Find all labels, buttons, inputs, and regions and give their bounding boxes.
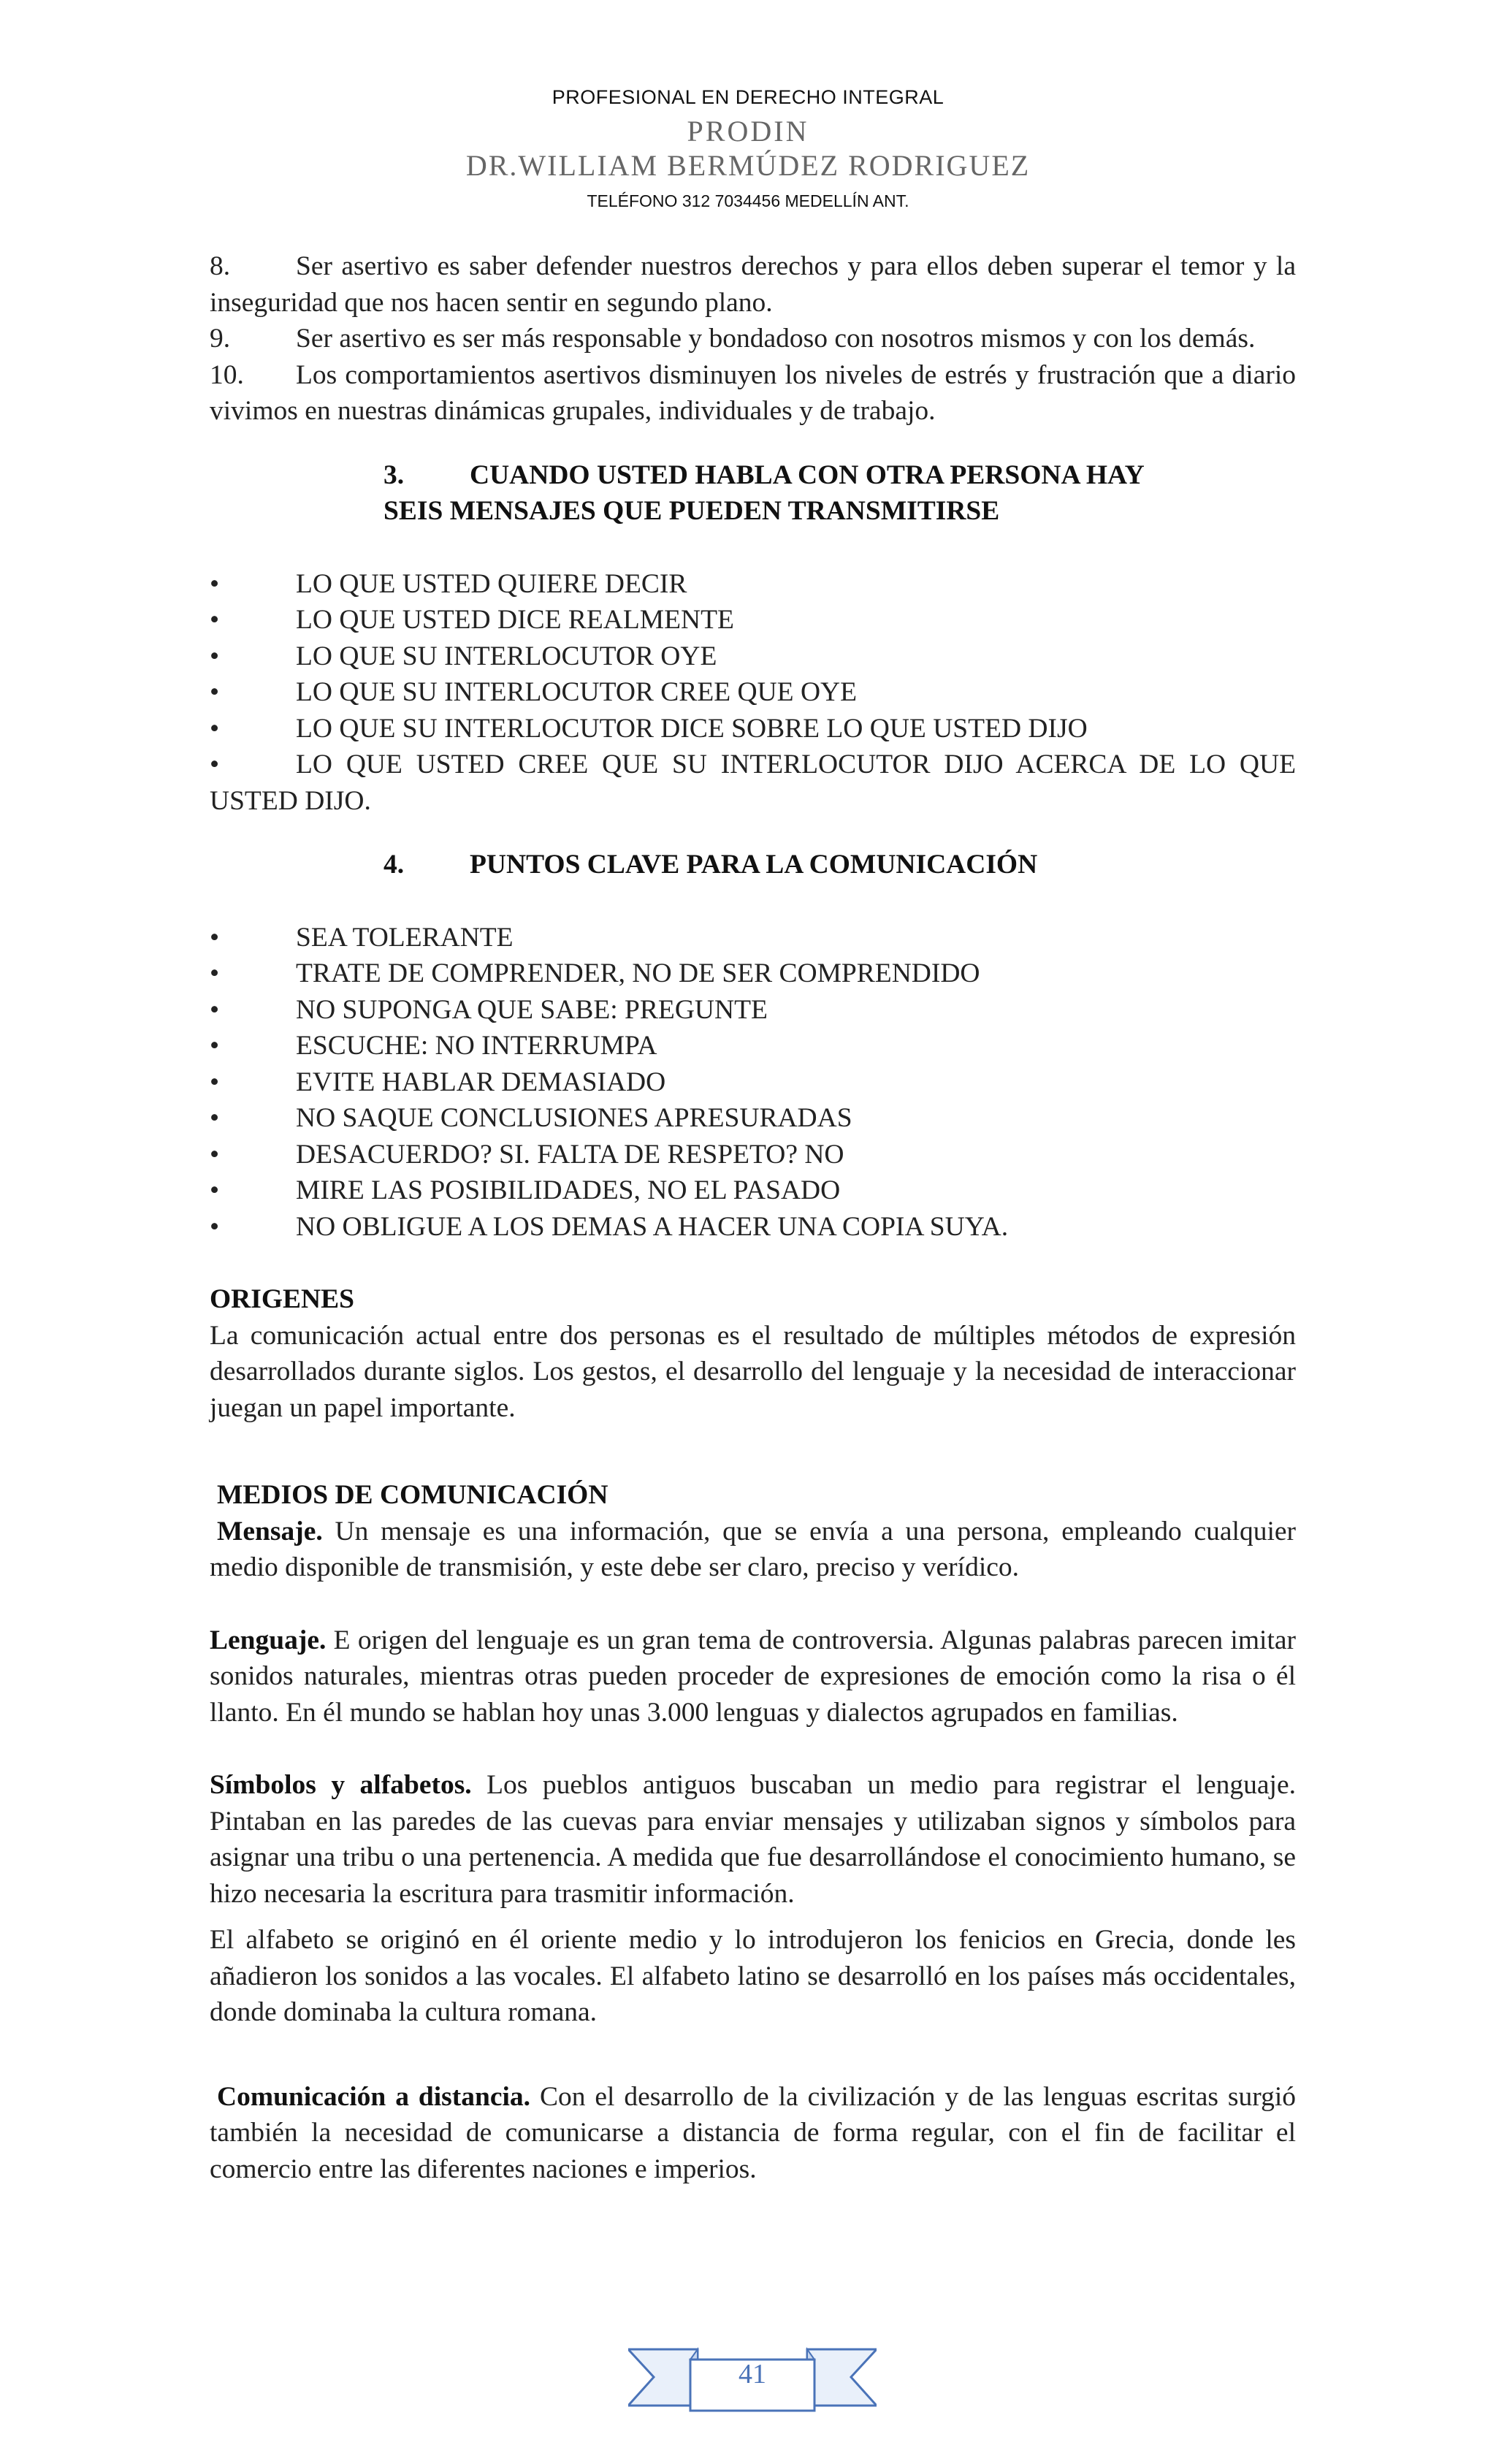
section-number: 4. bbox=[383, 850, 405, 880]
medios-heading: MEDIOS DE COMUNICACIÓN bbox=[217, 1480, 608, 1510]
simbolos-label: Símbolos y alfabetos. bbox=[210, 1770, 472, 1800]
list-item bbox=[210, 711, 1296, 747]
bullet-icon: • bbox=[210, 958, 220, 988]
numbered-item-8 bbox=[210, 248, 1296, 321]
page-number: 41 bbox=[739, 2359, 766, 2389]
bullet-icon: • bbox=[210, 922, 220, 953]
distancia-text: Con el desarrollo de la civilización y de las lenguas escritas surgió también la necesidad de comunicarse a distancia de forma regular, con el fin de facilitar el comercio entre las diferentes naciones e imperios. bbox=[210, 2081, 1296, 2184]
section-3-list bbox=[210, 566, 1296, 820]
list-item-text: LO QUE USTED QUIERE DECIR bbox=[296, 568, 687, 599]
bullet-icon: • bbox=[210, 994, 220, 1025]
simbolos-text: Los pueblos antiguos buscaban un medio para registrar el lenguaje. Pintaban en las paredes de las cuevas para enviar mensajes y utilizaban signos y símbolos para asignar una tribu o una pertenencia. A medida que fue desarrollándose el conocimiento humano, se hizo necesaria la escritura para trasmitir información. bbox=[210, 1770, 1296, 1909]
item-number: 9. bbox=[210, 324, 231, 354]
list-item-text: NO SUPONGA QUE SABE: PREGUNTE bbox=[296, 994, 768, 1025]
list-item bbox=[210, 920, 1296, 956]
list-item bbox=[210, 992, 1296, 1029]
section-3-title bbox=[210, 457, 1296, 494]
section-number: 3. bbox=[383, 459, 405, 490]
numbered-item-10 bbox=[210, 357, 1296, 430]
header-phone: TELÉFONO 312 7034456 MEDELLÍN ANT. bbox=[587, 191, 909, 210]
list-item-text: SEA TOLERANTE bbox=[296, 922, 514, 953]
header-lawyer-name: DR.WILLIAM BERMÚDEZ RODRIGUEZ bbox=[465, 149, 1031, 182]
list-item bbox=[210, 1172, 1296, 1209]
alfabeto-paragraph: El alfabeto se originó en él oriente medio y lo introdujeron los fenicios en Grecia, donde les añadieron los sonidos a las vocales. El alfabeto latino se desarrolló en los países más occidentales, donde dominaba la cultura romana. bbox=[210, 1925, 1296, 2027]
section-4-list bbox=[210, 920, 1296, 1246]
list-item bbox=[210, 1137, 1296, 1173]
bullet-icon: • bbox=[210, 605, 220, 635]
bullet-icon: • bbox=[210, 713, 220, 744]
item-number: 10. bbox=[210, 359, 244, 390]
item-text: Ser asertivo es saber defender nuestros derechos y para ellos deben superar el temor y la inseguridad que nos hacen sentir en segundo plano. bbox=[210, 251, 1296, 318]
list-item-text: ESCUCHE: NO INTERRUMPA bbox=[296, 1031, 657, 1061]
origenes-paragraph: La comunicación actual entre dos personas es el resultado de múltiples métodos de expresión desarrollados durante siglos. Los gestos, el desarrollo del lenguaje y la necesidad de interaccionar juegan un papel importante. bbox=[210, 1320, 1296, 1423]
list-item-text: TRATE DE COMPRENDER, NO DE SER COMPRENDIDO bbox=[296, 958, 980, 988]
bullet-icon: • bbox=[210, 1103, 220, 1133]
distancia-paragraph bbox=[210, 2079, 1296, 2188]
list-item bbox=[210, 1028, 1296, 1064]
header-firm-name: PROFESIONAL EN DERECHO INTEGRAL bbox=[552, 86, 944, 108]
item-number: 8. bbox=[210, 251, 231, 281]
list-item bbox=[210, 747, 1296, 819]
header-acronym: PRODIN bbox=[687, 115, 809, 148]
list-item bbox=[210, 1209, 1296, 1246]
item-text: Los comportamientos asertivos disminuyen los niveles de estrés y frustración que a diario vivimos en nuestras dinámicas grupales, individuales y de trabajo. bbox=[210, 359, 1296, 426]
list-item bbox=[210, 674, 1296, 711]
lenguaje-text: E origen del lenguaje es un gran tema de controversia. Algunas palabras parecen imitar sonidos naturales, mientras otras pueden proceder de expresiones de emoción como la risa o él llanto. En él mundo se hablan hoy unas 3.000 lenguas y dialectos agrupados en familias. bbox=[210, 1625, 1296, 1728]
list-item-text: LO QUE USTED DICE REALMENTE bbox=[296, 605, 734, 635]
list-item bbox=[210, 566, 1296, 603]
list-item-text: LO QUE SU INTERLOCUTOR DICE SOBRE LO QUE USTED DIJO bbox=[296, 713, 1088, 744]
list-item-text: NO OBLIGUE A LOS DEMAS A HACER UNA COPIA SUYA. bbox=[296, 1211, 1009, 1242]
item-text: Ser asertivo es ser más responsable y bondadoso con nosotros mismos y con los demás. bbox=[296, 324, 1256, 354]
bullet-icon: • bbox=[210, 1067, 220, 1097]
list-item bbox=[210, 1064, 1296, 1101]
list-item-text: LO QUE SU INTERLOCUTOR OYE bbox=[296, 641, 717, 671]
section-title-line: CUANDO USTED HABLA CON OTRA PERSONA HAY bbox=[470, 459, 1145, 490]
section-title-line: PUNTOS CLAVE PARA LA COMUNICACIÓN bbox=[470, 850, 1038, 880]
bullet-icon: • bbox=[210, 641, 220, 671]
simbolos-paragraph bbox=[210, 1767, 1296, 1912]
mensaje-paragraph bbox=[210, 1514, 1296, 1586]
mensaje-label: Mensaje. bbox=[217, 1516, 323, 1546]
lenguaje-paragraph bbox=[210, 1622, 1296, 1731]
bullet-icon: • bbox=[210, 568, 220, 599]
section-3-title-cont: SEIS MENSAJES QUE PUEDEN TRANSMITIRSE bbox=[383, 496, 1000, 526]
bullet-icon: • bbox=[210, 1139, 220, 1170]
mensaje-text: Un mensaje es una información, que se envía a una persona, empleando cualquier medio disponible de transmisión, y este debe ser claro, preciso y verídico. bbox=[210, 1516, 1296, 1582]
bullet-icon: • bbox=[210, 677, 220, 707]
distancia-label: Comunicación a distancia. bbox=[217, 2081, 531, 2112]
list-item-text: NO SAQUE CONCLUSIONES APRESURADAS bbox=[296, 1103, 852, 1133]
bullet-icon: • bbox=[210, 1211, 220, 1242]
list-item-text: DESACUERDO? SI. FALTA DE RESPETO? NO bbox=[296, 1139, 844, 1170]
bullet-icon: • bbox=[210, 1031, 220, 1061]
list-item-text: LO QUE USTED CREE QUE SU INTERLOCUTOR DIJO ACERCA DE LO QUE USTED DIJO. bbox=[210, 750, 1296, 816]
origenes-heading: ORIGENES bbox=[210, 1284, 354, 1314]
list-item bbox=[210, 956, 1296, 992]
numbered-item-9 bbox=[210, 321, 1296, 357]
list-item bbox=[210, 638, 1296, 675]
list-item-text: LO QUE SU INTERLOCUTOR CREE QUE OYE bbox=[296, 677, 858, 707]
page-number-ribbon bbox=[628, 2343, 877, 2424]
list-item-text: MIRE LAS POSIBILIDADES, NO EL PASADO bbox=[296, 1175, 841, 1205]
bullet-icon: • bbox=[210, 750, 220, 779]
lenguaje-label: Lenguaje. bbox=[210, 1625, 327, 1655]
page-body bbox=[210, 248, 1296, 2187]
bullet-icon: • bbox=[210, 1175, 220, 1205]
section-4-title bbox=[210, 847, 1296, 883]
list-item bbox=[210, 1100, 1296, 1137]
list-item bbox=[210, 602, 1296, 638]
list-item-text: EVITE HABLAR DEMASIADO bbox=[296, 1067, 666, 1097]
